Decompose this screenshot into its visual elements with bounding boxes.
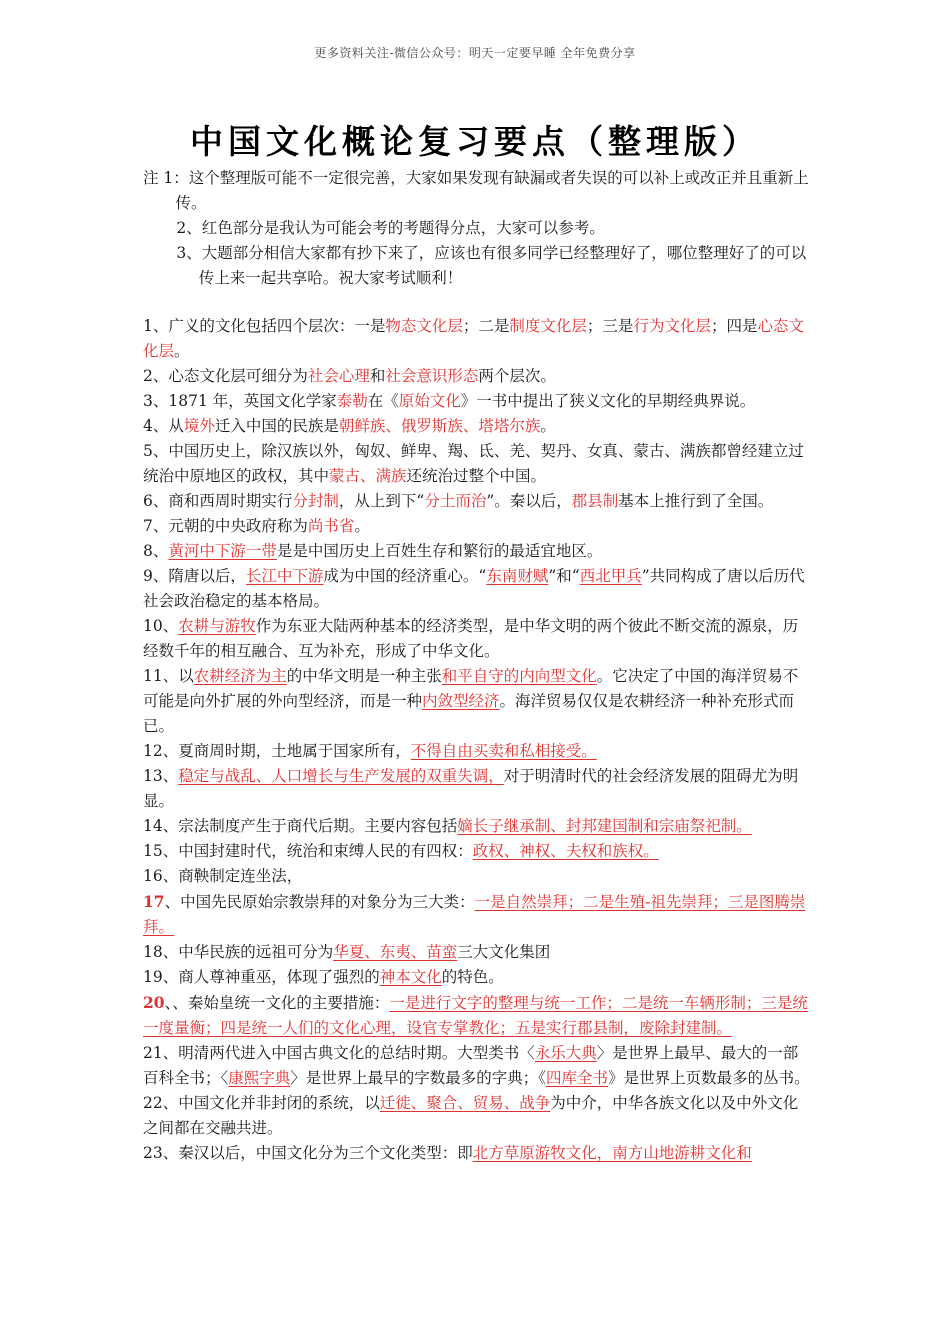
item-text: 作为东亚大陆两种基本的经济类型，是中华文明的两个彼此不断交流的源泉，历经数千年的相互融合、互为补充，形成了中华文化。 — [143, 617, 799, 660]
item-text: 》是世界上页数最多的丛书。 — [608, 1069, 810, 1087]
highlighted-answer: 嫡长子继承制、封邦建国制和宗庙祭祀制。 — [457, 817, 752, 835]
item-text: 12、夏商周时期，土地属于国家所有， — [143, 742, 411, 760]
note-2: 2、红色部分是我认为可能会考的考题得分点，大家可以参考。 — [176, 219, 605, 237]
item-text: 2、心态文化层可细分为 — [143, 367, 308, 385]
highlighted-answer: 蒙古、满族 — [329, 467, 407, 485]
item-text: 。 — [354, 517, 370, 535]
highlighted-answer: 农耕经济为主 — [193, 667, 287, 685]
highlighted-answer: 神本文化 — [379, 968, 442, 986]
item-text: 14、宗法制度产生于商代后期。主要内容包括 — [143, 817, 458, 835]
item-text: ”和“ — [548, 567, 580, 585]
item-text: 是是中国历史上百姓生存和繁衍的最适宜地区。 — [276, 542, 603, 560]
highlighted-answer: 尚书省 — [307, 517, 355, 535]
review-item-23 — [143, 1141, 811, 1166]
highlighted-answer: 稳定与战乱、人口增长与生产发展的双重失调， — [178, 767, 504, 785]
item-text: 。 — [174, 342, 190, 360]
review-item-4 — [143, 414, 811, 439]
review-item-18 — [143, 940, 811, 965]
item-text: 1、广义的文化包括四个层次：一是 — [143, 317, 386, 335]
highlighted-answer: 20 — [143, 993, 165, 1012]
item-text: 22、中国文化并非封闭的系统，以 — [143, 1094, 380, 1112]
highlighted-answer: 物态文化层 — [385, 317, 463, 335]
item-text: 4、从 — [143, 417, 184, 435]
review-item-11 — [143, 664, 811, 739]
notes-section — [143, 166, 813, 291]
item-text: 迁入中国的民族是 — [214, 417, 339, 435]
item-text: 基本上推行到了全国。 — [618, 492, 774, 510]
item-text: ；三是 — [586, 317, 634, 335]
highlighted-answer: 四库全书 — [546, 1069, 609, 1087]
highlighted-answer: 郡县制 — [571, 492, 619, 510]
review-item-15 — [143, 839, 811, 864]
highlighted-answer: 内敛型经济 — [422, 692, 500, 710]
item-text: 23、秦汉以后，中国文化分为三个文化类型：即 — [143, 1144, 473, 1162]
review-item-13 — [143, 764, 811, 814]
review-item-7 — [143, 514, 811, 539]
highlighted-answer: 康熙字典 — [228, 1069, 291, 1087]
item-text: 3、1871 年，英国文化学家 — [143, 392, 337, 410]
item-text: 。 — [540, 417, 556, 435]
review-item-12 — [143, 739, 811, 764]
highlighted-answer: 一是自然崇拜；二是生殖-祖先崇拜；三是图腾崇拜。 — [143, 893, 806, 936]
item-text: 5、中国历史上，除汉族以外，匈奴、鲜卑、羯、氐、羌、契丹、女真、蒙古、满族都曾经建立过统治中原地区的政权，其中 — [143, 442, 804, 485]
highlighted-answer: 和平自守的内向型文化 — [441, 667, 597, 685]
item-text: 还统治过整个中国。 — [406, 467, 547, 485]
item-text: 。它决定了中国的海洋贸易不可能是向外扩展的外向型经济，而是一种 — [143, 667, 799, 710]
review-item-1 — [143, 314, 811, 364]
review-item-17 — [143, 889, 811, 940]
highlighted-answer: 原始文化 — [398, 392, 461, 410]
item-text: 两个层次。 — [478, 367, 556, 385]
review-item-21 — [143, 1041, 811, 1091]
highlighted-answer: 境外 — [183, 417, 215, 435]
item-text: 11、以 — [143, 667, 194, 685]
item-text: 19、商人尊神重巫，体现了强烈的 — [143, 968, 380, 986]
highlighted-answer: 东南财赋 — [486, 567, 549, 585]
highlighted-answer: 农耕与游牧 — [178, 617, 256, 635]
highlighted-answer: 17 — [143, 892, 165, 911]
item-text: 18、中华民族的远祖可分为 — [143, 943, 334, 961]
item-text: 的中华文明是一种主张 — [286, 667, 442, 685]
item-text: 16、商鞅制定连坐法， — [143, 867, 303, 885]
highlighted-answer: 一是进行文字的整理与统一工作；二是统一车辆形制；三是统一度量衡；四是统一人们的文化心理，设官专掌教化；五是实行郡县制，废除封建制。 — [143, 994, 808, 1037]
item-text: 6、商和西周时期实行 — [143, 492, 293, 510]
item-text: 13、 — [143, 767, 179, 785]
review-item-6 — [143, 489, 811, 514]
item-text: 。海洋贸易仅仅是农耕经济一种补充形式而已。 — [143, 692, 795, 735]
highlighted-answer: 社会意识形态 — [385, 367, 479, 385]
highlighted-answer: 社会心理 — [307, 367, 370, 385]
item-text: 21、明清两代进入中国古典文化的总结时期。大型类书〈 — [143, 1044, 535, 1062]
highlighted-answer: 行为文化层 — [633, 317, 711, 335]
highlighted-answer: 朝鲜族、俄罗斯族、塔塔尔族 — [338, 417, 541, 435]
review-item-3 — [143, 389, 811, 414]
header-note: 更多资料关注-微信公众号：明天一定要早睡 全年免费分享 — [314, 46, 636, 60]
review-item-14 — [143, 814, 811, 839]
highlighted-answer: 分土而治 — [424, 492, 487, 510]
item-text: ”。秦以后， — [486, 492, 572, 510]
review-item-20 — [143, 990, 811, 1041]
highlighted-answer: 长江中下游 — [245, 567, 324, 585]
highlighted-answer: 不得自由买卖和私相接受。 — [410, 742, 597, 760]
item-text: 9、隋唐以后， — [143, 567, 246, 585]
item-text: 的特色。 — [441, 968, 504, 986]
item-text: ”共同构成了唐以后历代社会政治稳定的基本格局。 — [143, 567, 805, 610]
review-item-19 — [143, 965, 811, 990]
item-text: ；二是 — [462, 317, 510, 335]
item-text: 7、元朝的中央政府称为 — [143, 517, 308, 535]
item-text: 、中国先民原始宗教崇拜的对象分为三大类： — [164, 893, 475, 911]
item-text: 》一书中提出了狭义文化的早期经典界说。 — [460, 392, 756, 410]
highlighted-answer: 西北甲兵 — [579, 567, 642, 585]
note-1: 注 1：这个整理版可能不一定很完善，大家如果发现有缺漏或者失误的可以补上或改正并且重新上传。 — [143, 169, 809, 212]
item-text: 〉是世界上最早、最大的一部百科全书；〈 — [143, 1044, 799, 1087]
item-text: ，从上到下“ — [338, 492, 425, 510]
item-text: 〉是世界上最早的字数最多的字典；《 — [290, 1069, 547, 1087]
page-title: 中国文化概论复习要点（整理版） — [190, 122, 760, 161]
highlighted-answer: 华夏、东夷、苗蛮 — [333, 943, 458, 961]
review-items — [143, 314, 811, 1166]
item-text: 15、中国封建时代，统治和束缚人民的有四权： — [143, 842, 473, 860]
item-text: 和 — [369, 367, 386, 385]
item-text: 成为中国的经济重心。“ — [323, 567, 487, 585]
highlighted-answer: 黄河中下游一带 — [168, 542, 277, 560]
highlighted-answer: 北方草原游牧文化，南方山地游耕文化和 — [472, 1144, 752, 1162]
highlighted-answer: 泰勒 — [336, 392, 368, 410]
item-text: 为中介，中华各族文化以及中外文化之间都在交融共进。 — [143, 1094, 799, 1137]
review-item-10 — [143, 614, 811, 664]
review-item-8 — [143, 539, 811, 564]
item-text: 、、秦始皇统一文化的主要措施： — [164, 994, 390, 1012]
highlighted-answer: 心态文化层 — [143, 317, 804, 360]
highlighted-answer: 分封制 — [292, 492, 339, 510]
item-text: 对于明清时代的社会经济发展的阻碍尤为明显。 — [143, 767, 799, 810]
item-text: 10、 — [143, 617, 179, 635]
review-item-22 — [143, 1091, 811, 1141]
review-item-16 — [143, 864, 811, 889]
highlighted-answer: 制度文化层 — [509, 317, 587, 335]
highlighted-answer: 迁徙、聚合、贸易、战争 — [379, 1094, 551, 1112]
item-text: 三大文化集团 — [457, 943, 551, 961]
item-text: 8、 — [143, 542, 169, 560]
highlighted-answer: 永乐大典 — [534, 1044, 597, 1062]
review-item-5 — [143, 439, 811, 489]
item-text: ；四是 — [710, 317, 758, 335]
highlighted-answer: 政权、神权、夫权和族权。 — [472, 842, 659, 860]
item-text: 在《 — [367, 392, 399, 410]
note-3: 3、大题部分相信大家都有抄下来了，应该也有很多同学已经整理好了，哪位整理好了的可以传上来一起共享哈。祝大家考试顺利！ — [176, 244, 807, 287]
review-item-2 — [143, 364, 811, 389]
review-item-9 — [143, 564, 811, 614]
